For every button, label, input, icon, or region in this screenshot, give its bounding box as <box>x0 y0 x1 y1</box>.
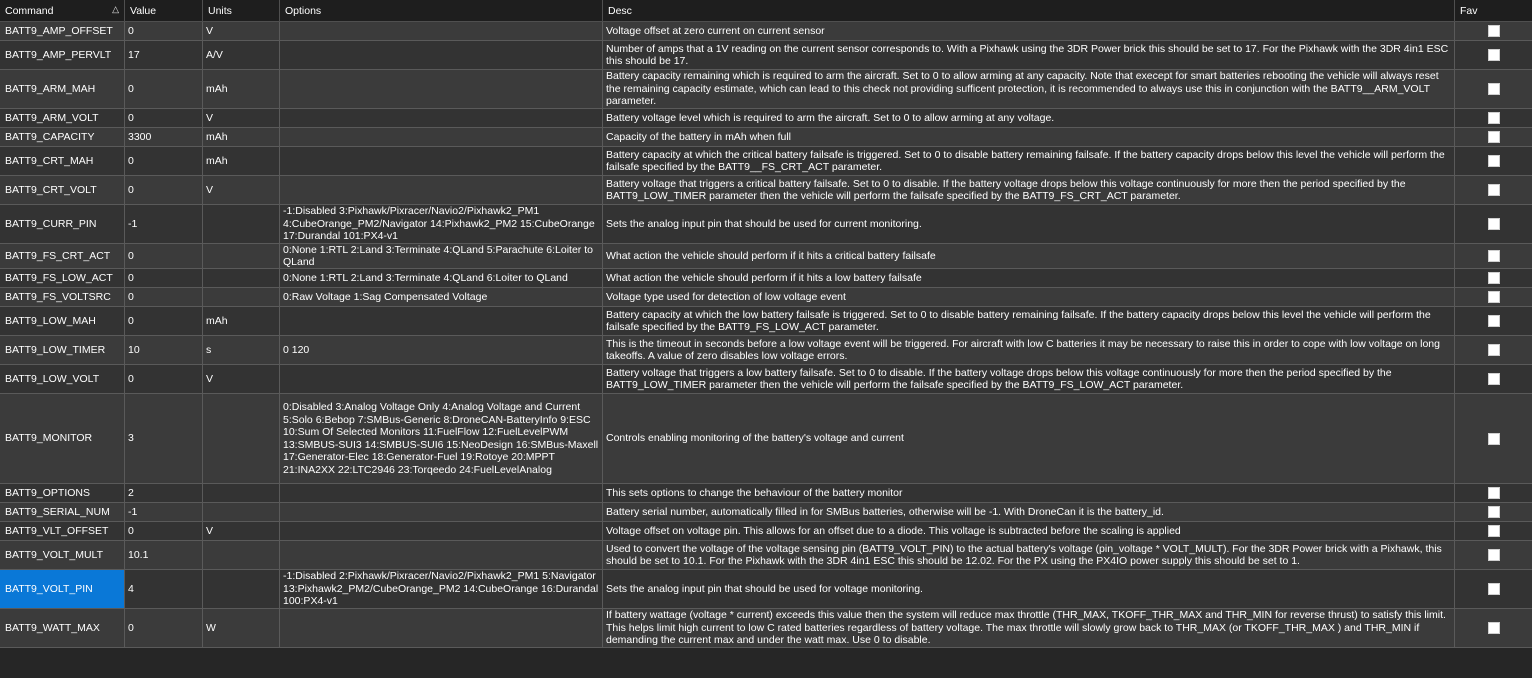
desc-cell: Voltage offset at zero current on current sensor <box>603 22 1455 40</box>
column-header-fav[interactable]: Fav <box>1460 5 1478 17</box>
options-cell <box>280 307 603 335</box>
units-cell: mAh <box>203 128 280 146</box>
fav-cell[interactable] <box>1455 570 1532 608</box>
table-row[interactable] <box>0 541 1532 570</box>
options-cell: 0:Disabled 3:Analog Voltage Only 4:Analog Voltage and Current 5:Solo 6:Bebop 7:SMBus-Generic 8:DroneCAN-BatteryInfo 9:ESC 10:Sum Of Selected Monitors 11:FuelFlow 12:FuelLevelPWM 13:SMBUS-SUI3 14:SMBUS-SUI6 15:NeoDesign 16:SMBus-Maxell 17:Generator-Elec 18:Generator-Fuel 19:Rotoye 20:MPPT 21:INA2XX 22:LTC2946 23:Torqeedo 24:FuelLevelAnalog <box>280 394 603 483</box>
grid-body <box>0 22 1532 648</box>
value-cell[interactable]: 4 <box>125 570 203 608</box>
value-cell[interactable]: 3300 <box>125 128 203 146</box>
fav-cell[interactable] <box>1455 522 1532 540</box>
grid-header <box>0 0 1532 22</box>
column-header-value[interactable]: Value <box>125 0 203 21</box>
units-cell: mAh <box>203 147 280 175</box>
options-cell <box>280 541 603 569</box>
table-row[interactable] <box>0 609 1532 648</box>
options-cell <box>280 365 603 393</box>
value-cell[interactable]: 0 <box>125 109 203 127</box>
column-header-desc[interactable]: Desc <box>603 0 1455 21</box>
sort-ascending-icon: △ <box>112 4 119 14</box>
table-row[interactable] <box>0 336 1532 365</box>
fav-checkbox[interactable] <box>1488 49 1500 61</box>
fav-cell[interactable] <box>1455 394 1532 483</box>
desc-cell: Controls enabling monitoring of the battery's voltage and current <box>603 394 1455 483</box>
table-row[interactable] <box>0 244 1532 269</box>
column-header-command-label: Command <box>5 5 54 17</box>
value-cell[interactable]: 10 <box>125 336 203 364</box>
command-cell[interactable]: BATT9_CRT_MAH <box>0 147 125 175</box>
units-cell: A/V <box>203 41 280 69</box>
value-cell[interactable]: 0 <box>125 176 203 204</box>
desc-cell: Voltage offset on voltage pin. This allows for an offset due to a diode. This voltage is subtracted before the scaling is applied <box>603 522 1455 540</box>
units-cell <box>203 503 280 521</box>
options-cell: 0:None 1:RTL 2:Land 3:Terminate 4:QLand 6:Loiter to QLand <box>280 269 603 287</box>
desc-cell: Battery voltage that triggers a low battery failsafe. Set to 0 to disable. If the battery voltage drops below this voltage continuously for more then the period specified by the BATT9_LOW_TIMER parameter then the vehicle will perform the failsafe specified by the BATT9_FS_LOW_ACT parameter. <box>603 365 1455 393</box>
options-cell: 0:Raw Voltage 1:Sag Compensated Voltage <box>280 288 603 306</box>
fav-cell[interactable] <box>1455 244 1532 268</box>
desc-cell: Used to convert the voltage of the voltage sensing pin (BATT9_VOLT_PIN) to the actual battery's voltage (pin_voltage * VOLT_MULT). For the 3DR Power brick with a Pixhawk, this should be set to 10.1. For the Pixhawk with the 3DR 4in1 ESC this should be 12.02. For the PX using the PX4IO power supply this should be set to 1. <box>603 541 1455 569</box>
fav-cell[interactable] <box>1455 336 1532 364</box>
units-cell: V <box>203 109 280 127</box>
fav-checkbox[interactable] <box>1488 525 1500 537</box>
command-cell[interactable]: BATT9_CURR_PIN <box>0 205 125 243</box>
command-cell[interactable]: BATT9_ARM_VOLT <box>0 109 125 127</box>
fav-checkbox[interactable] <box>1488 131 1500 143</box>
fav-checkbox[interactable] <box>1488 433 1500 445</box>
options-cell <box>280 128 603 146</box>
value-cell[interactable]: 0 <box>125 70 203 108</box>
command-cell[interactable]: BATT9_LOW_MAH <box>0 307 125 335</box>
fav-cell[interactable] <box>1455 365 1532 393</box>
command-cell[interactable]: BATT9_CAPACITY <box>0 128 125 146</box>
desc-cell: This is the timeout in seconds before a low voltage event will be triggered. For aircraft with low C batteries it may be necessary to raise this in order to cope with low voltage on long takeoffs. A value of zero disables low voltage errors. <box>603 336 1455 364</box>
options-cell <box>280 176 603 204</box>
table-row[interactable] <box>0 205 1532 244</box>
fav-cell[interactable] <box>1455 41 1532 69</box>
command-cell[interactable]: BATT9_LOW_TIMER <box>0 336 125 364</box>
units-cell: V <box>203 22 280 40</box>
command-cell[interactable]: BATT9_VOLT_PIN <box>0 570 125 608</box>
desc-cell: Sets the analog input pin that should be used for voltage monitoring. <box>603 570 1455 608</box>
table-row[interactable] <box>0 365 1532 394</box>
column-header-units[interactable]: Units <box>203 0 280 21</box>
table-row[interactable] <box>0 147 1532 176</box>
options-cell <box>280 147 603 175</box>
fav-checkbox[interactable] <box>1488 291 1500 303</box>
value-cell[interactable]: 0 <box>125 288 203 306</box>
units-cell: V <box>203 522 280 540</box>
fav-checkbox[interactable] <box>1488 315 1500 327</box>
desc-cell: What action the vehicle should perform if it hits a critical battery failsafe <box>603 244 1455 268</box>
command-cell[interactable]: BATT9_AMP_PERVLT <box>0 41 125 69</box>
value-cell[interactable]: 0 <box>125 147 203 175</box>
units-cell <box>203 484 280 502</box>
command-cell[interactable]: BATT9_ARM_MAH <box>0 70 125 108</box>
table-row[interactable] <box>0 307 1532 336</box>
options-cell <box>280 503 603 521</box>
table-row[interactable] <box>0 394 1532 484</box>
desc-cell: Battery voltage level which is required to arm the aircraft. Set to 0 to allow arming at any voltage. <box>603 109 1455 127</box>
fav-cell[interactable] <box>1455 484 1532 502</box>
fav-cell[interactable] <box>1455 609 1532 647</box>
fav-checkbox[interactable] <box>1488 184 1500 196</box>
command-cell[interactable]: BATT9_FS_LOW_ACT <box>0 269 125 287</box>
options-cell <box>280 109 603 127</box>
command-cell[interactable]: BATT9_AMP_OFFSET <box>0 22 125 40</box>
table-row[interactable] <box>0 109 1532 128</box>
fav-checkbox[interactable] <box>1488 583 1500 595</box>
options-cell <box>280 522 603 540</box>
fav-cell[interactable] <box>1455 503 1532 521</box>
desc-cell: Battery serial number, automatically filled in for SMBus batteries, otherwise will be -1. With DroneCan it is the battery_id. <box>603 503 1455 521</box>
desc-cell: Sets the analog input pin that should be used for current monitoring. <box>603 205 1455 243</box>
desc-cell: Battery capacity remaining which is required to arm the aircraft. Set to 0 to allow arming at any capacity. Note that execept for smart batteries rebooting the vehicle will always reset the remaining capacity estimate, which can lead to this check not providing sufficent protection, it is recommended to always use this in conjunction with the BATT9__ARM_VOLT parameter. <box>603 70 1455 108</box>
fav-cell[interactable] <box>1455 176 1532 204</box>
options-cell: 0 120 <box>280 336 603 364</box>
table-row[interactable] <box>0 41 1532 70</box>
units-cell: W <box>203 609 280 647</box>
fav-checkbox[interactable] <box>1488 218 1500 230</box>
desc-cell: Battery voltage that triggers a critical battery failsafe. Set to 0 to disable. If the battery voltage drops below this voltage continuously for more then the period specified by the BATT9_LOW_TIMER parameter then the vehicle will perform the failsafe specified by the BATT9_FS_CRT_ACT parameter. <box>603 176 1455 204</box>
units-cell: V <box>203 365 280 393</box>
table-row[interactable] <box>0 484 1532 503</box>
options-cell: -1:Disabled 2:Pixhawk/Pixracer/Navio2/Pixhawk2_PM1 5:Navigator 13:Pixhawk2_PM2/CubeOrange_PM2 14:CubeOrange 16:Durandal 100:PX4-v1 <box>280 570 603 608</box>
fav-checkbox[interactable] <box>1488 344 1500 356</box>
command-cell[interactable]: BATT9_SERIAL_NUM <box>0 503 125 521</box>
command-cell[interactable]: BATT9_FS_VOLTSRC <box>0 288 125 306</box>
options-cell <box>280 70 603 108</box>
options-cell <box>280 22 603 40</box>
value-cell[interactable]: -1 <box>125 205 203 243</box>
column-header-command[interactable] <box>0 0 125 21</box>
value-cell[interactable]: 0 <box>125 307 203 335</box>
fav-cell[interactable] <box>1455 128 1532 146</box>
fav-cell[interactable] <box>1455 22 1532 40</box>
fav-cell[interactable] <box>1455 288 1532 306</box>
table-row[interactable] <box>0 176 1532 205</box>
units-cell <box>203 394 280 483</box>
table-row[interactable] <box>0 70 1532 109</box>
fav-checkbox[interactable] <box>1488 83 1500 95</box>
fav-checkbox[interactable] <box>1488 549 1500 561</box>
command-cell[interactable]: BATT9_FS_CRT_ACT <box>0 244 125 268</box>
fav-cell[interactable] <box>1455 70 1532 108</box>
desc-cell: Capacity of the battery in mAh when full <box>603 128 1455 146</box>
value-cell[interactable]: 0 <box>125 609 203 647</box>
command-cell[interactable]: BATT9_MONITOR <box>0 394 125 483</box>
fav-checkbox[interactable] <box>1488 25 1500 37</box>
options-cell <box>280 609 603 647</box>
table-row[interactable] <box>0 22 1532 41</box>
command-cell[interactable]: BATT9_OPTIONS <box>0 484 125 502</box>
units-cell <box>203 541 280 569</box>
units-cell: mAh <box>203 70 280 108</box>
units-cell: V <box>203 176 280 204</box>
desc-cell: Voltage type used for detection of low voltage event <box>603 288 1455 306</box>
units-cell <box>203 570 280 608</box>
desc-cell: Number of amps that a 1V reading on the current sensor corresponds to. With a Pixhawk using the 3DR Power brick this should be set to 17. For the Pixhawk with the 3DR 4in1 ESC this should be 17. <box>603 41 1455 69</box>
options-cell: -1:Disabled 3:Pixhawk/Pixracer/Navio2/Pixhawk2_PM1 4:CubeOrange_PM2/Navigator 14:Pixhawk2_PM2 15:CubeOrange 17:Durandal 101:PX4-v1 <box>280 205 603 243</box>
options-cell <box>280 484 603 502</box>
units-cell <box>203 244 280 268</box>
table-row[interactable] <box>0 503 1532 522</box>
value-cell[interactable]: 0 <box>125 269 203 287</box>
fav-checkbox[interactable] <box>1488 250 1500 262</box>
desc-cell: If battery wattage (voltage * current) exceeds this value then the system will reduce max throttle (THR_MAX, TKOFF_THR_MAX and THR_MIN for reverse thrust) to satisfy this limit. This helps limit high current to low C rated batteries regardless of battery voltage. The max throttle will slowly grow back to THR_MAX (or TKOFF_THR_MAX ) and THR_MIN if demanding the current max and under the watt max. Use 0 to disable. <box>603 609 1455 647</box>
desc-cell: This sets options to change the behaviour of the battery monitor <box>603 484 1455 502</box>
fav-cell[interactable] <box>1455 147 1532 175</box>
command-cell[interactable]: BATT9_VLT_OFFSET <box>0 522 125 540</box>
fav-checkbox[interactable] <box>1488 112 1500 124</box>
command-cell[interactable]: BATT9_WATT_MAX <box>0 609 125 647</box>
fav-checkbox[interactable] <box>1488 622 1500 634</box>
value-cell[interactable]: -1 <box>125 503 203 521</box>
fav-cell[interactable] <box>1455 307 1532 335</box>
value-cell[interactable]: 0 <box>125 244 203 268</box>
units-cell <box>203 288 280 306</box>
units-cell <box>203 269 280 287</box>
table-row[interactable] <box>0 570 1532 609</box>
desc-cell: Battery capacity at which the critical battery failsafe is triggered. Set to 0 to disable battery remaining failsafe. If the battery capacity drops below this level the vehicle will perform the failsafe specified by the BATT9__FS_CRT_ACT parameter. <box>603 147 1455 175</box>
value-cell[interactable]: 0 <box>125 522 203 540</box>
desc-cell: What action the vehicle should perform if it hits a low battery failsafe <box>603 269 1455 287</box>
command-cell[interactable]: BATT9_VOLT_MULT <box>0 541 125 569</box>
units-cell <box>203 205 280 243</box>
fav-checkbox[interactable] <box>1488 155 1500 167</box>
fav-checkbox[interactable] <box>1488 506 1500 518</box>
fav-cell[interactable] <box>1455 269 1532 287</box>
options-cell: 0:None 1:RTL 2:Land 3:Terminate 4:QLand 5:Parachute 6:Loiter to QLand <box>280 244 603 268</box>
table-row[interactable] <box>0 128 1532 147</box>
fav-checkbox[interactable] <box>1488 373 1500 385</box>
value-cell[interactable]: 2 <box>125 484 203 502</box>
table-row[interactable] <box>0 522 1532 541</box>
units-cell: s <box>203 336 280 364</box>
fav-cell[interactable] <box>1455 109 1532 127</box>
column-header-options[interactable]: Options <box>280 0 603 21</box>
value-cell[interactable]: 3 <box>125 394 203 483</box>
value-cell[interactable]: 17 <box>125 41 203 69</box>
desc-cell: Battery capacity at which the low battery failsafe is triggered. Set to 0 to disable battery remaining failsafe. If the battery capacity drops below this level the vehicle will perform the failsafe specified by the BATT9_FS_LOW_ACT parameter. <box>603 307 1455 335</box>
fav-checkbox[interactable] <box>1488 272 1500 284</box>
value-cell[interactable]: 10.1 <box>125 541 203 569</box>
fav-checkbox[interactable] <box>1488 487 1500 499</box>
table-row[interactable] <box>0 269 1532 288</box>
fav-cell[interactable] <box>1455 541 1532 569</box>
command-cell[interactable]: BATT9_LOW_VOLT <box>0 365 125 393</box>
value-cell[interactable]: 0 <box>125 22 203 40</box>
command-cell[interactable]: BATT9_CRT_VOLT <box>0 176 125 204</box>
options-cell <box>280 41 603 69</box>
value-cell[interactable]: 0 <box>125 365 203 393</box>
units-cell: mAh <box>203 307 280 335</box>
table-row[interactable] <box>0 288 1532 307</box>
fav-cell[interactable] <box>1455 205 1532 243</box>
